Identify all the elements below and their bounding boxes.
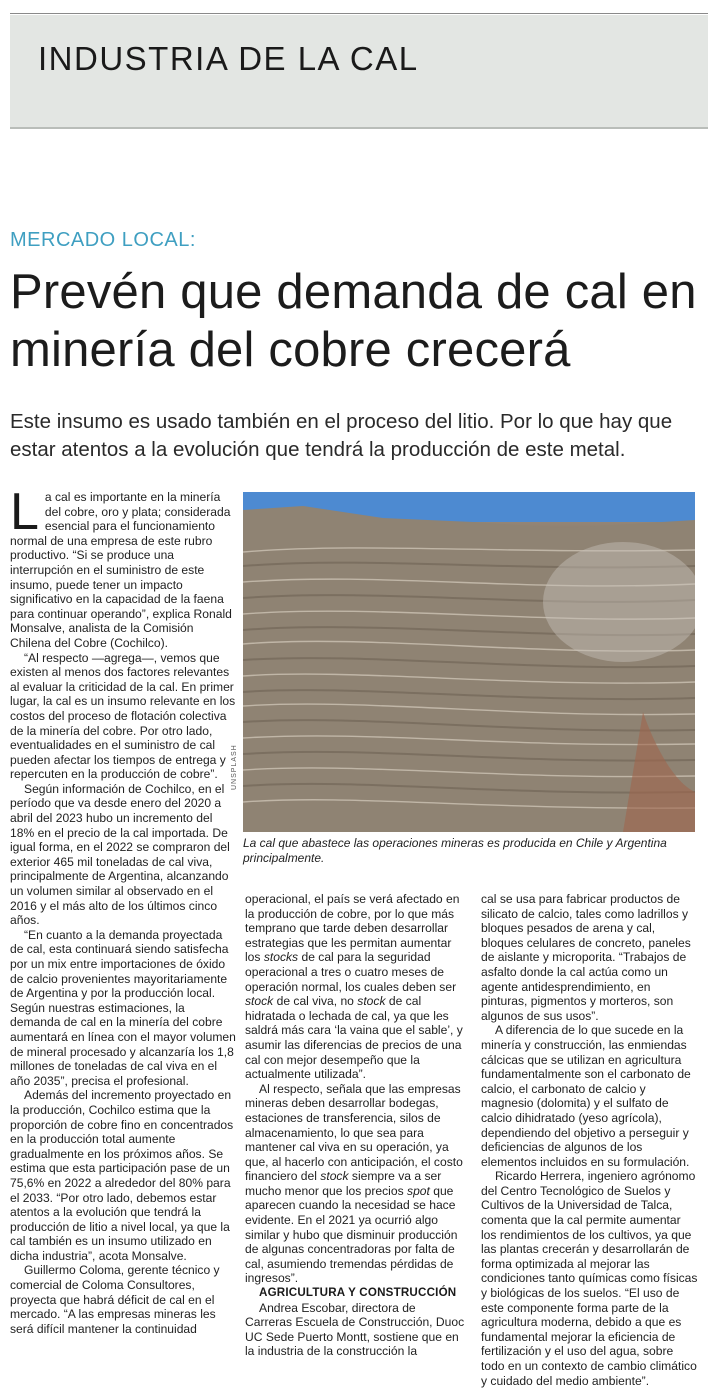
section-title: INDUSTRIA DE LA CAL [38,40,419,77]
paragraph-8-text-a: Al respecto, señala que las empresas mineras deben desarrollar bodegas, estaciones de transferencia, silos de almacenamiento, lo que sea para mantener cal viva en su operación, ya que, al hacerlo con anticipación, el costo financiero del [245,1081,463,1184]
paragraph-7-text-b: de cal para la seguridad operacional a tres o cuatro meses de operación normal, los cuales deben ser [245,950,457,994]
headline: Prevén que demanda de cal en minería del cobre crecerá [10,265,697,377]
paragraph-7-text-c: de cal viva, no [273,994,358,1009]
paragraph-7 [245,892,465,1082]
paragraph-1 [10,483,236,651]
paragraph-8-text-c: que aparecen cuando la necesidad se hace evidente. En el 2021 ya ocurrió algo similar y hubo que disminuir producción de algunas concentradoras por falta de cal, asumiendo tremendas pérdidas de ingresos”. [245,1183,458,1286]
mine-photo [243,492,695,832]
paragraph-7-text-a: operacional, el país se verá afectado en la producción de cobre, por lo que más temprano que tarde deben desarrollar estrategias que les permitan aumentar los [245,892,460,965]
article-column-3 [481,892,699,1388]
italic-stocks: stocks [263,950,299,965]
italic-stock: stock [357,994,386,1009]
paragraph-5: Además del incremento proyectado en la producción, Cochilco estima que la proporción de cobre fino en concentrados en la producción total aumente gradualmente en los próximos años. Se estima que esta participación pase de un 75,6% en 2022 a alrededor del 80% para el 2033. “Por otro lado, debemos estar atentos a la evolución que tendrá la producción de litio a nivel local, ya que la cal también es un insumo utilizado en dicha industria”, acota Monsalve. [10,1088,234,1263]
drop-cap: L [10,483,39,541]
paragraph-2: “Al respecto —agrega—, vemos que existen al menos dos factores relevantes al evaluar la criticidad de la cal. En primer lugar, la cal es un insumo relevante en los costos del proceso de flotación colectiva de la minería del cobre. Por otro lado, eventualidades en el suministro de cal pueden afectar los tiempos de entrega y repercuten en la producción de cobre”. [10,650,236,782]
subheading: AGRICULTURA Y CONSTRUCCIÓN [259,1286,457,1300]
article-column-1 [10,483,236,1336]
paragraph-1-text: a cal es importante en la minería del cobre, oro y plata; considerada esencial para el funcionamiento normal de una empresa de este rubro productivo. “Si se produce una interrupción en el suministro de este insumo, puede tener un impacto significativo en la capacidad de la faena para continuar operando”, explica Ronald Monsalve, analista de la Comisión Chilena del Cobre (Cochilco). [10,490,232,650]
paragraph-10: cal se usa para fabricar productos de silicato de calcio, tales como ladrillos y bloques pesados de arena y cal, bloques celulares de concreto, paneles de aislante y microporita. “Trabajos de asfalto donde la cal actúa como un agente antidesprendimiento, en pinturas, pigmentos y morteros, son algunos de sus usos”. [481,892,691,1023]
paragraph-9: Andrea Escobar, directora de Carreras Escuela de Construcción, Duoc UC Sede Puerto Montt, sostiene que en la industria de la construcción la [245,1300,465,1359]
paragraph-3: Según información de Cochilco, en el período que va desde enero del 2020 a abril del 2023 hubo un incremento del 18% en el precio de la cal importada. De igual forma, en el 2022 se compraron del exterior 465 mil toneladas de cal viva, principalmente de Argentina, alcanzando un volumen similar al observado en el 2016 y el más alto de los últimos cinco años. [10,781,230,928]
italic-spot: spot [407,1183,430,1198]
italic-stock: stock [245,994,274,1009]
open-pit-mine-illustration [243,492,695,832]
kicker: MERCADO LOCAL: [10,229,196,251]
paragraph-7-text-d: de cal hidratada o lechada de cal, ya que les saldrá más cara ‘la vaina que el sable’, y asumir las diferencias de precios de una cal con mejor desempeño que la actualmente utilizada”. [245,994,463,1082]
paragraph-8-text-b: siempre va a ser mucho menor que los precios [245,1169,442,1198]
paragraph-11: A diferencia de lo que sucede en la minería y construcción, las enmiendas cálcicas que se utilizan en agricultura fundamentalmente son el carbonato de calcio, el carbonato de calcio y magnesio (dolomita) y el sulfato de calcio dihidratado (yeso agrícola), dependiendo del objetivo a perseguir y deficiencias de algunos de los elementos incluidos en su formulación. [481,1023,691,1169]
paragraph-12: Ricardo Herrera, ingeniero agrónomo del Centro Tecnológico de Suelos y Cultivos de la Universidad de Talca, comenta que la cal permite aumentar los rendimientos de los cultivos, ya que las plantas crecerán y desarrollarán de forma optimizada al mejorar las condiciones tanto químicas como físicas y biológicas de los suelos. “El uso de este componente forma parte de la agricultura moderna, debido a que es fundamental mejorar la eficiencia de fertilización y el uso del agua, sobre todo en un contexto de cambio climático y cuidado del medio ambiente”. [481,1169,698,1388]
photo-caption: La cal que abastece las operaciones mineras es producida en Chile y Argentina principalmente. [243,836,667,865]
paragraph-6: Guillermo Coloma, gerente técnico y comercial de Coloma Consultores, proyecta que habrá déficit de cal en el mercado. “A las empresas mineras les será difícil mantener la continuidad [10,1263,220,1336]
lede: Este insumo es usado también en el proceso del litio. Por lo que hay que estar atentos a la evolución que tendrá la producción de este metal. [10,410,673,461]
photo-credit: UNSPLASH [231,744,238,790]
paragraph-8 [245,1082,465,1286]
top-rule [10,13,708,14]
italic-stock: stock [320,1169,349,1184]
paragraph-4: “En cuanto a la demanda proyectada de cal, esta continuará siendo satisfecha por un mix entre importaciones de óxido de calcio provenientes mayoritariamente de Argentina y por la producción local. Según nuestras estimaciones, la demanda de cal en la minería del cobre aumentará en línea con el mayor volumen de mineral procesado y alcanzaría los 1,8 millones de toneladas de cal viva en el año 2035”, precisa el profesional. [10,927,236,1088]
article-column-2 [245,892,465,1359]
